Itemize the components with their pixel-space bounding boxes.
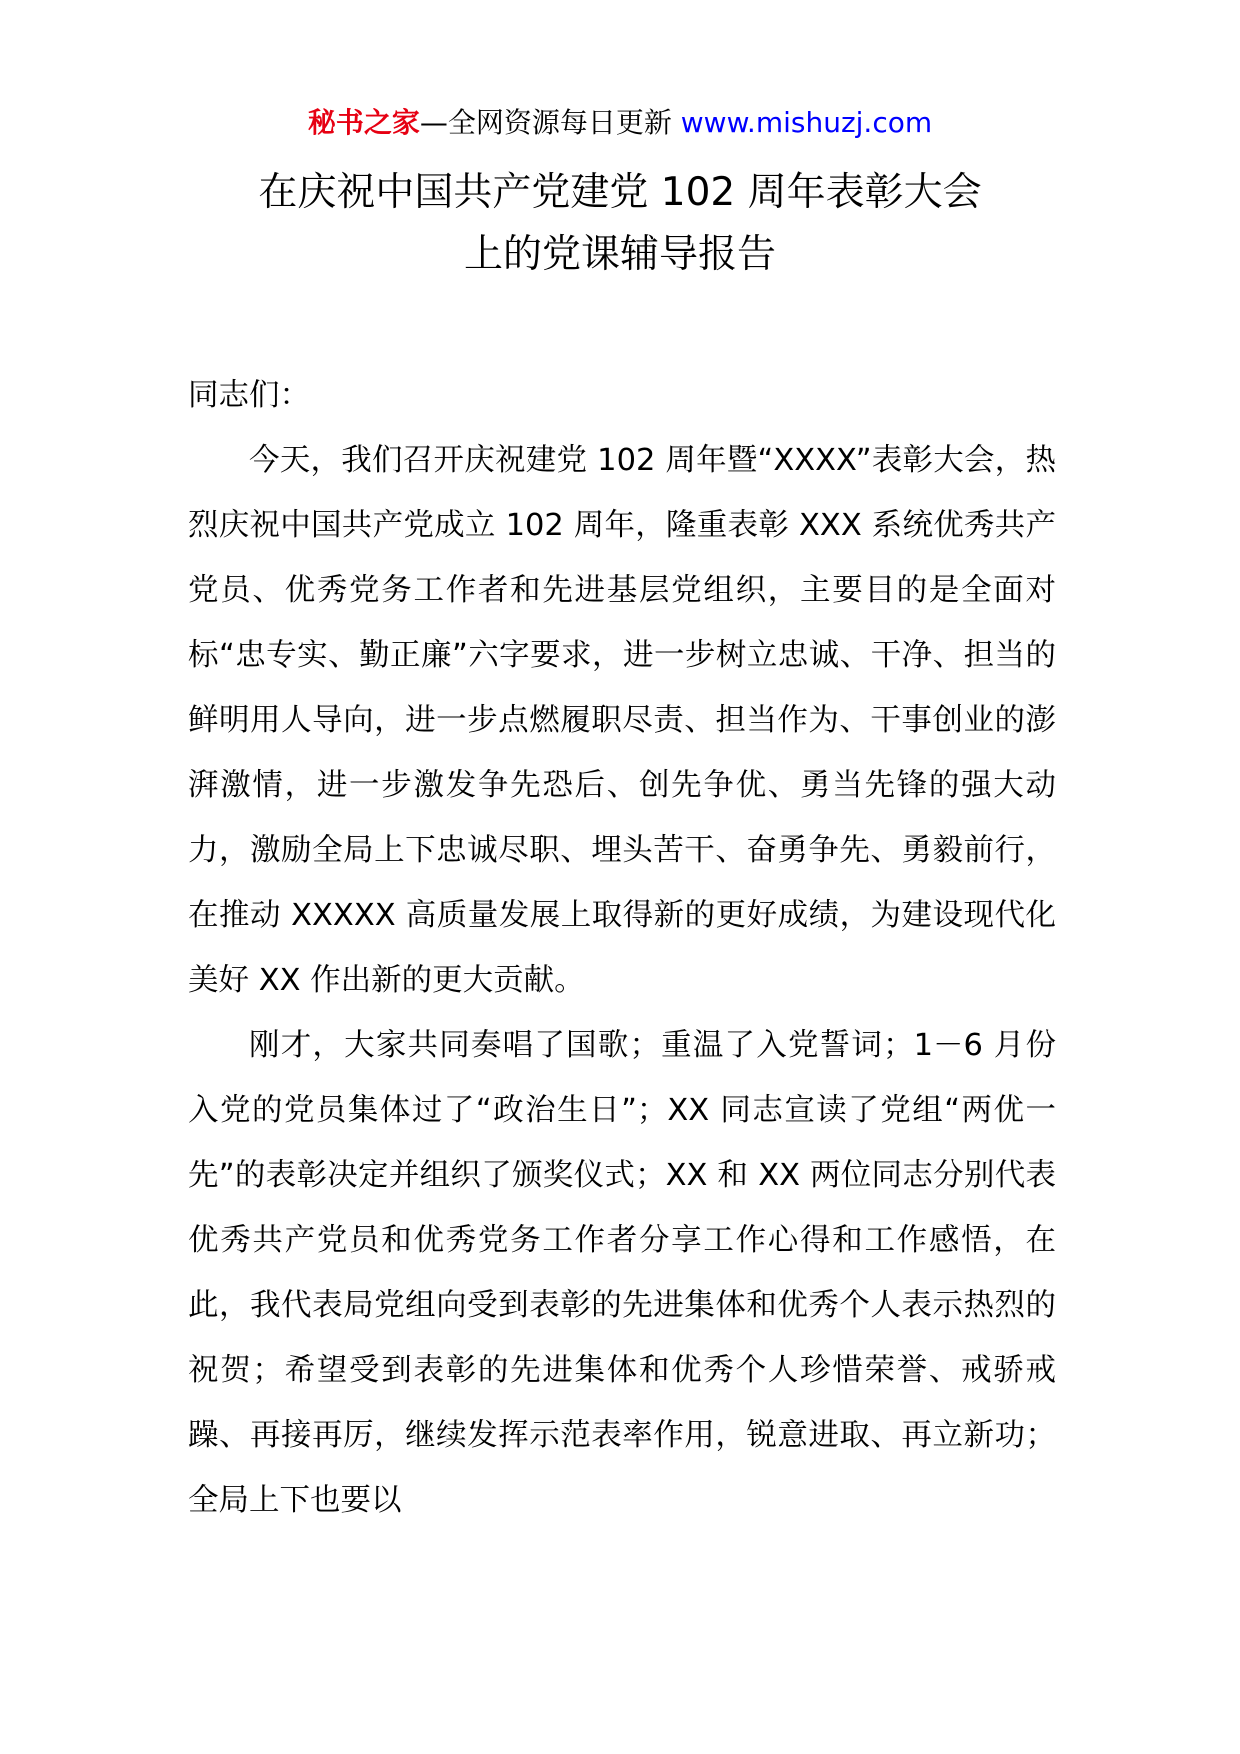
body-paragraph-1: 今天，我们召开庆祝建党 102 周年暨“XXXX”表彰大会，热烈庆祝中国共产党成立 102 周年，隆重表彰 XXX 系统优秀共产党员、优秀党务工作者和先进基层党组织，主要目的是全面对标“忠专实、勤正廉”六字要求，进一步树立忠诚、干净、担当的鲜明用人导向，进一步点燃履职尽责、担当作为、干事创业的澎湃激情，进一步激发争先恐后、创先争优、勇当先锋的强大动力，激励全局上下忠诚尽职、埋头苦干、奋勇争先、勇毅前行，在推动 XXXXX 高质量发展上取得新的更好成绩，为建设现代化美好 XX 作出新的更大贡献。 [188,443,1056,998]
body-paragraph-2: 刚才，大家共同奏唱了国歌；重温了入党誓词；1－6 月份入党的党员集体过了“政治生日”；XX 同志宣读了党组“两优一先”的表彰决定并组织了颁奖仪式；XX 和 XX 两位同志分别代表优秀共产党员和优秀党务工作者分享工作心得和工作感悟，在此，我代表局党组向受到表彰的先进集体和优秀个人表示热烈的祝贺；希望受到表彰的先进集体和优秀个人珍惜荣誉、戒骄戒躁、再接再厉，继续发挥示范表率作用，锐意进取、再立新功；全局上下也要以 [188,1028,1056,1518]
document-body [188,363,1056,1533]
title-line-1: 在庆祝中国共产党建党 102 周年表彰大会 [258,170,982,215]
watermark-header [0,103,1240,143]
document-title [150,162,1090,286]
salutation: 同志们： [188,378,310,413]
site-url-link[interactable]: www.mishuzj.com [680,106,933,139]
brand-name: 秘书之家 [307,106,420,139]
header-tagline: —全网资源每日更新 [419,106,681,139]
title-line-2: 上的党课辅导报告 [463,232,776,277]
